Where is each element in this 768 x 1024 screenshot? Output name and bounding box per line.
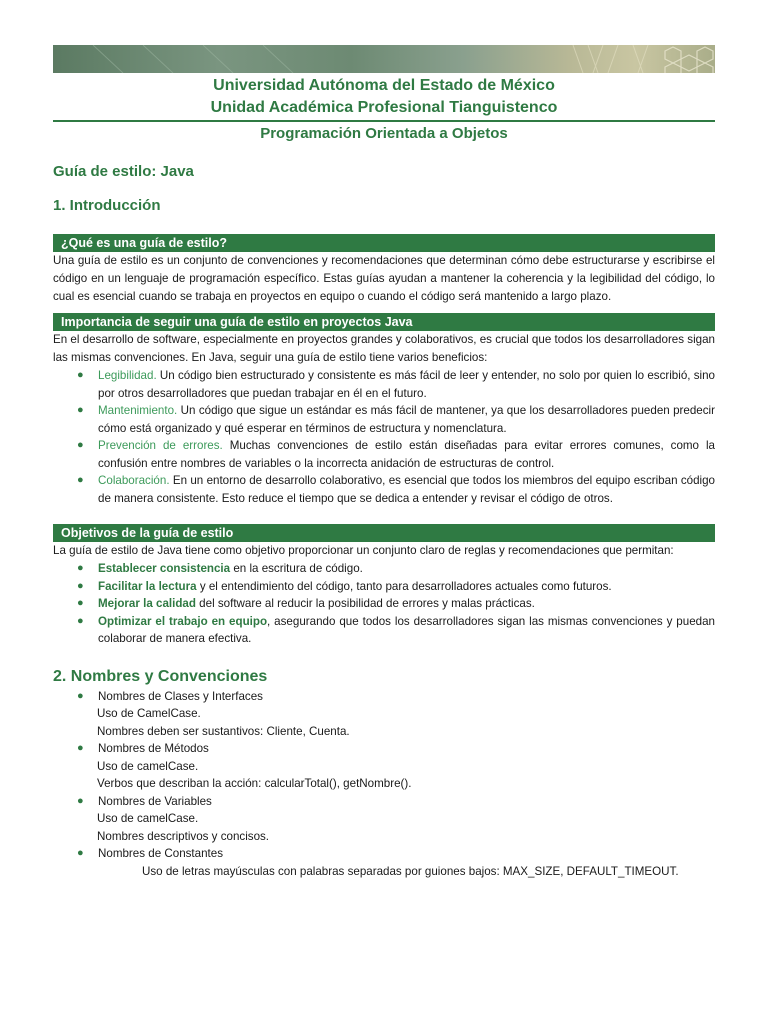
benefit-text: En un entorno de desarrollo colaborativo, es esencial que todos los miembros del equipo escriban código de manera consistente. Esto reduce el tiempo que se dedica a entender y revisar el código de otros. bbox=[98, 474, 715, 505]
naming-list bbox=[53, 740, 715, 758]
benefit-term: Prevención de errores. bbox=[98, 439, 223, 452]
objective-text: , asegurando que todos los desarrolladores sigan las mismas convenciones y puedan colaborar de manera efectiva. bbox=[98, 614, 715, 645]
header-banner-image bbox=[53, 45, 715, 73]
bullet-icon: ● bbox=[77, 614, 84, 627]
bullet-icon: ● bbox=[77, 562, 84, 574]
document-page bbox=[53, 45, 715, 880]
list-item bbox=[77, 613, 715, 648]
benefits-list bbox=[53, 367, 715, 507]
university-name: Universidad Autónoma del Estado de México bbox=[213, 77, 555, 94]
bullet-icon: ● bbox=[77, 742, 84, 754]
objectives-heading: Objetivos de la guía de estilo bbox=[53, 524, 715, 542]
bullet-icon: ● bbox=[77, 474, 84, 486]
banner-pattern bbox=[53, 45, 715, 73]
objective-term: Mejorar la calidad bbox=[98, 597, 196, 610]
objective-term: Establecer consistencia bbox=[98, 562, 231, 575]
naming-rule: Uso de camelCase. bbox=[97, 759, 199, 773]
header-divider bbox=[53, 120, 715, 122]
list-item bbox=[77, 367, 715, 402]
objective-text: y el entendimiento del código, tanto para desarrolladores actuales como futuros. bbox=[196, 579, 612, 593]
bullet-icon: ● bbox=[77, 597, 84, 609]
document-title: Guía de estilo: Java bbox=[53, 163, 194, 180]
importance-heading: Importancia de seguir una guía de estilo en proyectos Java bbox=[53, 313, 715, 331]
section-2-title: 2. Nombres y Convenciones bbox=[53, 667, 268, 685]
benefit-text: Muchas convenciones de estilo están diseñadas para evitar errores comunes, como la confusión entre nombres de variables o la incorrecta anidación de estructuras de control. bbox=[98, 439, 715, 470]
benefit-term: Colaboración. bbox=[98, 474, 170, 487]
benefit-text: Un código que sigue un estándar es más fácil de mantener, ya que los desarrolladores pueden predecir cómo está organizado y qué esperar en términos de estructura y nomenclatura. bbox=[98, 404, 715, 435]
naming-rule: Uso de CamelCase. bbox=[97, 707, 201, 720]
list-item bbox=[77, 437, 715, 472]
what-is-style-guide-text: Una guía de estilo es un conjunto de convenciones y recomendaciones que determinan cómo debe estructurarse y escribirse el código en un lenguaje de programación específico. Estas guías ayudan a mantener la coherencia y la legibilidad del código, lo cual es esencial cuando se trabaja en proyectos en equipo o cuando el código será mantenido a largo plazo. bbox=[53, 254, 715, 303]
list-item bbox=[77, 560, 715, 578]
naming-list bbox=[53, 845, 715, 863]
course-name: Programación Orientada a Objetos bbox=[260, 125, 508, 142]
academic-unit-name: Unidad Académica Profesional Tianguistenco bbox=[210, 99, 558, 116]
objective-term: Facilitar la lectura bbox=[98, 579, 197, 593]
list-item bbox=[77, 472, 715, 507]
naming-list bbox=[53, 688, 715, 706]
bullet-icon: ● bbox=[77, 369, 84, 381]
naming-rule: Verbos que describan la acción: calcularTotal(), getNombre(). bbox=[97, 777, 412, 790]
naming-group-label: Nombres de Clases y Interfaces bbox=[98, 689, 263, 703]
list-item bbox=[77, 740, 715, 758]
objective-term: Optimizar el trabajo en equipo bbox=[98, 614, 268, 628]
naming-rule-text: Uso de letras mayúsculas con palabras separadas por guiones bajos: MAX_SIZE, DEFAULT_TIMEOUT. bbox=[142, 864, 679, 878]
objective-text: del software al reducir la posibilidad de errores y malas prácticas. bbox=[195, 597, 535, 610]
objective-text: en la escritura de código. bbox=[230, 562, 363, 575]
bullet-icon: ● bbox=[77, 794, 84, 807]
benefit-text: Un código bien estructurado y consistente es más fácil de leer y entender, no solo por quien lo escribió, sino por otros desarrolladores que puedan trabajar en él en el futuro. bbox=[98, 369, 715, 400]
naming-group-label: Nombres de Constantes bbox=[98, 847, 224, 860]
list-item bbox=[77, 578, 715, 596]
list-item bbox=[77, 402, 715, 437]
list-item bbox=[77, 793, 715, 811]
section-1-title: 1. Introducción bbox=[53, 197, 161, 214]
objectives-text: La guía de estilo de Java tiene como objetivo proporcionar un conjunto claro de reglas y recomendaciones que permitan: bbox=[53, 544, 674, 557]
benefit-term: Mantenimiento. bbox=[98, 404, 178, 417]
importance-text: En el desarrollo de software, especialmente en proyectos grandes y colaborativos, es crucial que todos los desarrolladores sigan las mismas convenciones. En Java, seguir una guía de estilo tiene varios beneficios: bbox=[53, 333, 715, 364]
bullet-icon: ● bbox=[77, 579, 84, 592]
naming-group-label: Nombres de Variables bbox=[98, 794, 212, 808]
bullet-icon: ● bbox=[77, 847, 84, 859]
naming-rule: Uso de camelCase. bbox=[97, 812, 199, 825]
what-is-style-guide-heading: ¿Qué es una guía de estilo? bbox=[53, 234, 715, 252]
list-item bbox=[77, 845, 715, 863]
list-item bbox=[77, 688, 715, 706]
institution-header bbox=[53, 75, 715, 145]
naming-list bbox=[53, 793, 715, 811]
naming-rule bbox=[53, 863, 715, 881]
objectives-list bbox=[53, 560, 715, 648]
naming-group-label: Nombres de Métodos bbox=[98, 742, 209, 755]
naming-rule: Nombres deben ser sustantivos: Cliente, Cuenta. bbox=[97, 724, 350, 738]
bullet-icon: ● bbox=[77, 404, 84, 416]
list-item bbox=[77, 595, 715, 613]
benefit-term: Legibilidad. bbox=[98, 369, 157, 382]
naming-rule: Nombres descriptivos y concisos. bbox=[97, 829, 270, 843]
bullet-icon: ● bbox=[77, 439, 84, 451]
bullet-icon: ● bbox=[77, 689, 84, 702]
